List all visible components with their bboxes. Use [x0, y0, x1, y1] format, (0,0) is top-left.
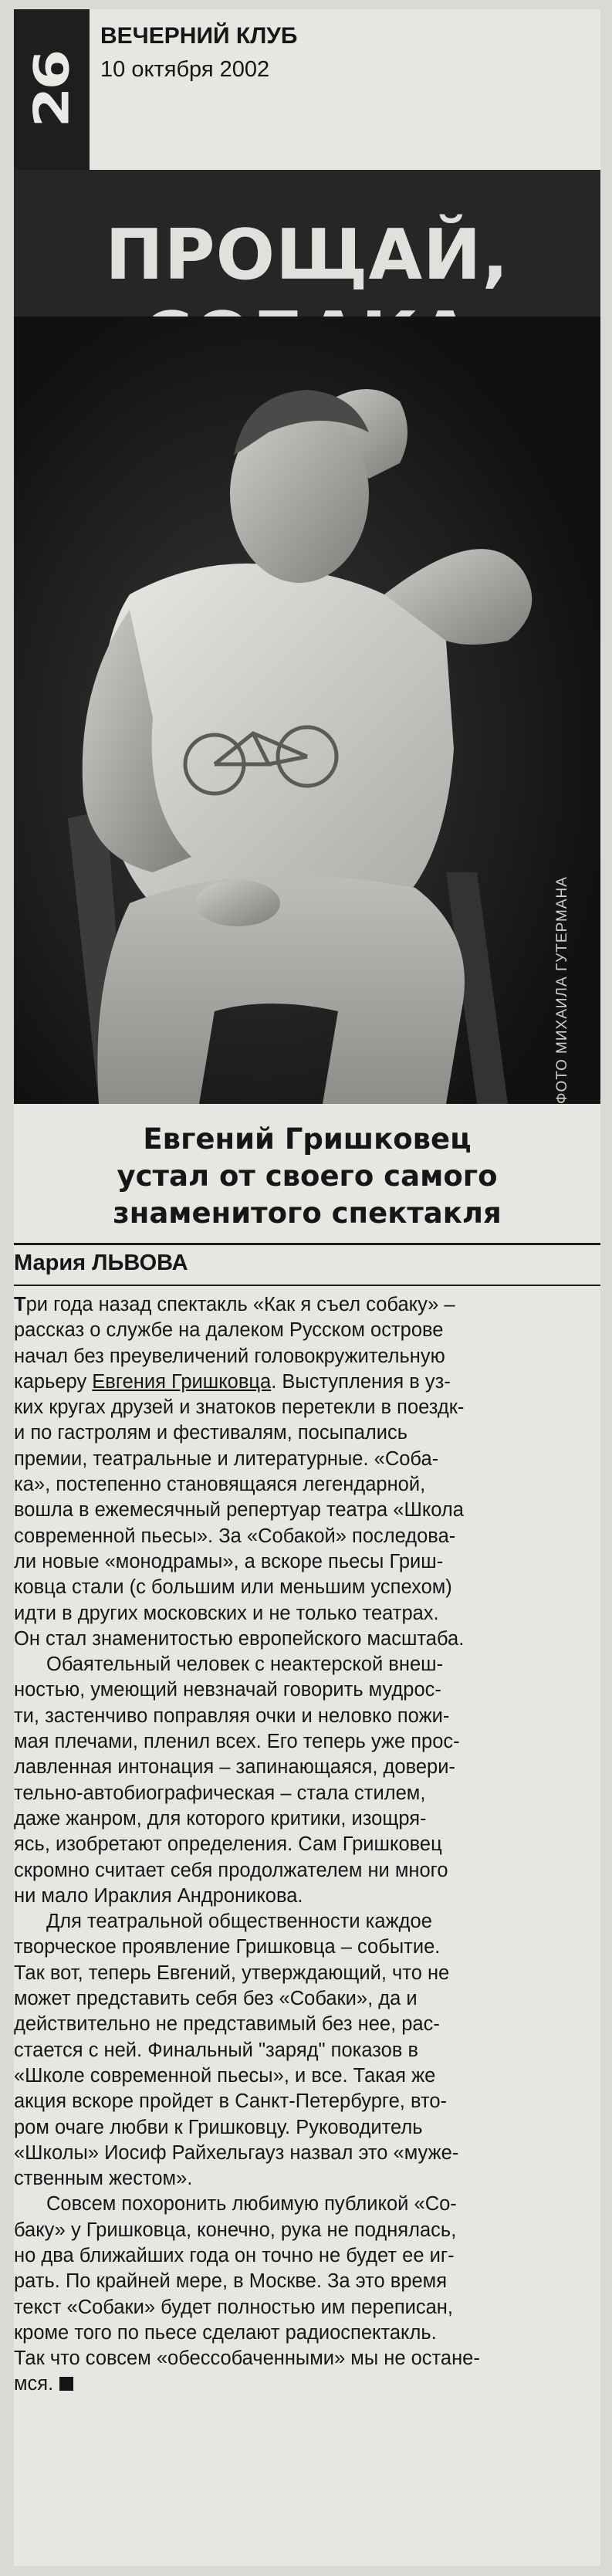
text-line: акция вскоре пройдет в Санкт-Петербурге, вто-: [14, 2090, 448, 2113]
text-line: действительно не представимый без нее, рас-: [14, 2013, 440, 2036]
text-line: ка», постепенно становящаяся легендарной,: [14, 1474, 426, 1496]
divider-rule: [14, 1285, 600, 1286]
divider-rule: [14, 1243, 600, 1245]
drop-letter: Т: [14, 1294, 26, 1315]
text-line: Совсем похоронить любимую публикой «Со-: [46, 2193, 457, 2215]
text-line: может представить себя без «Собаки», да и: [14, 1988, 418, 2010]
text-line: идти в других московских и не только театрах.: [14, 1602, 439, 1624]
paragraph-3: [14, 1909, 600, 2192]
subheadline-line: Евгений Гришковец: [143, 1122, 472, 1156]
text-line: даже жанром, для которого критики, изощря-: [14, 1807, 427, 1830]
text-line: ственным жестом».: [14, 2168, 193, 2190]
text-line: но два ближайших года он точно не будет ее иг-: [14, 2244, 455, 2266]
photo-illustration: [14, 316, 600, 1104]
text-line: ти, застенчиво поправляя очки и неловко пожи-: [14, 1704, 450, 1727]
text-line: современной пьесы». За «Собакой» последова-: [14, 1525, 456, 1547]
text-line: текст «Собаки» будет полностью им переписан,: [14, 2296, 453, 2318]
text-line: тельно-автобиографическая – стала стилем,: [14, 1782, 426, 1804]
text-line: ни мало Ираклия Андроникова.: [14, 1884, 303, 1907]
text-line: ковца стали (с большим или меньшим успехом): [14, 1576, 452, 1599]
page-number: 26: [23, 52, 80, 127]
page-number-box: [14, 9, 90, 170]
text-line: карьеру Евгения Гришковца. Выступления в уз-: [14, 1370, 451, 1393]
text-line: ностью, умеющий невзначай говорить мудрос-: [14, 1679, 441, 1701]
text-line: рассказ о службе на далеком Русском острове: [14, 1319, 444, 1342]
text-line: Обаятельный человек с неактерской внеш-: [46, 1654, 444, 1676]
text-line: ясь, изобретают определения. Сам Гришковец: [14, 1833, 442, 1856]
author-byline: Мария ЛЬВОВА: [14, 1251, 188, 1275]
text-line: Для театральной общественности каждое: [46, 1911, 432, 1933]
subheadline-line: устал от своего самого: [117, 1159, 498, 1193]
text-line: Он стал знаменитостью европейского масштаба.: [14, 1627, 465, 1650]
text-line: Так вот, теперь Евгений, утверждающий, что не: [14, 1962, 450, 1984]
paragraph-4: [14, 2192, 600, 2397]
text-line: «Школе современной пьесы», и все. Такая же: [14, 2064, 436, 2087]
text-line: и по гастролям и фестивалям, посыпались: [14, 1422, 408, 1444]
article-body: [14, 1292, 600, 2398]
text-line: кроме того по пьесе сделают радиоспектакль.: [14, 2321, 437, 2344]
text-line: вошла в ежемесячный репертуар театра «Школа: [14, 1499, 464, 1522]
headline-line-1: ПРОЩАЙ,: [105, 215, 509, 296]
end-of-article-mark: [59, 2377, 73, 2391]
subheadline: [14, 1121, 600, 1232]
photo-credit: ФОТО МИХАИЛА ГУТЕРМАНА: [554, 876, 570, 1104]
person-name-link[interactable]: Евгения Гришковца: [92, 1370, 272, 1393]
issue-date: 10 октября 2002: [100, 57, 270, 82]
text-line: начал без преувеличений головокружительную: [14, 1345, 445, 1367]
text-line: «Школы» Иосиф Райхельгауз назвал это «муже-: [14, 2141, 459, 2164]
text-line: ли новые «монодрамы», а вскоре пьесы Гриш-: [14, 1550, 444, 1572]
subheadline-line: знаменитого спектакля: [113, 1197, 502, 1230]
paragraph-2: [14, 1652, 600, 1909]
text-line: лавленная интонация – запинающаяся, довери-: [14, 1756, 455, 1779]
text-line: скромно считает себя продолжателем ни много: [14, 1859, 448, 1881]
text-line: ких кругах друзей и знатоков перетекли в поездк-: [14, 1396, 465, 1419]
article-photo: [14, 316, 600, 1104]
text-line: баку» у Гришковца, конечно, рука не поднялась,: [14, 2219, 457, 2241]
newspaper-name: ВЕЧЕРНИЙ КЛУБ: [100, 23, 298, 49]
headline-block: [14, 170, 600, 316]
text-line: стается с ней. Финальный "заряд" показов в: [14, 2039, 419, 2061]
text-line: рать. По крайней мере, в Москве. За это время: [14, 2270, 448, 2293]
text-line: мся.: [14, 2371, 600, 2397]
text-line: Три года назад спектакль «Как я съел собаку» –: [14, 1294, 455, 1315]
text-line: премии, театральные и литературные. «Соба-: [14, 1447, 439, 1470]
text-line: творческое проявление Гришковца – событие.: [14, 1936, 441, 1958]
newspaper-clipping: [14, 9, 600, 2566]
text-line: ром очаге любви к Гришковцу. Руководитель: [14, 2116, 423, 2138]
text-line: мая плечами, пленил всех. Его теперь уже прос-: [14, 1731, 460, 1753]
paragraph-1: [14, 1292, 600, 1652]
text-line: Так что совсем «обессобаченными» мы не остане-: [14, 2348, 480, 2370]
